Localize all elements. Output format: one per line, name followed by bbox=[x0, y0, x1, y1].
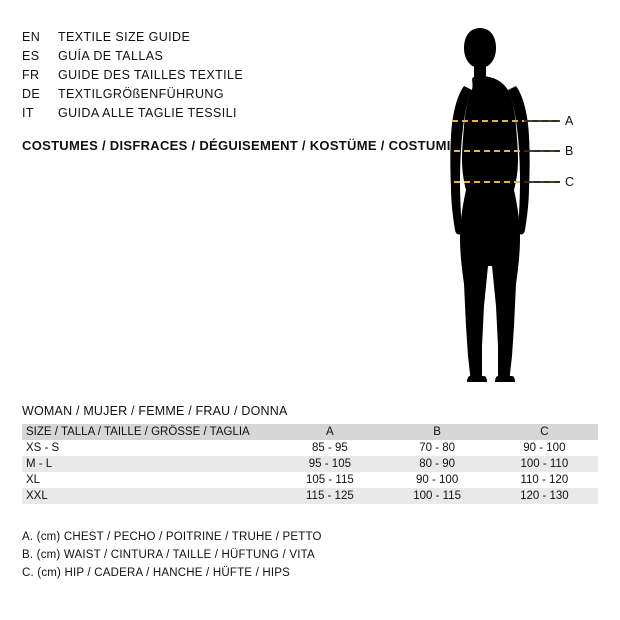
table-header-c: C bbox=[491, 424, 598, 440]
table-cell-a: 85 - 95 bbox=[276, 440, 383, 456]
language-text-de: TEXTILGRÖßENFÜHRUNG bbox=[58, 87, 224, 101]
language-text-es: GUÍA DE TALLAS bbox=[58, 49, 164, 63]
language-code-it: IT bbox=[22, 106, 34, 120]
table-cell-size: M - L bbox=[22, 456, 276, 472]
language-code-es: ES bbox=[22, 49, 40, 63]
table-cell-c: 90 - 100 bbox=[491, 440, 598, 456]
legend-row-c: C. (cm) HIP / CADERA / HANCHE / HÜFTE / HIPS bbox=[22, 567, 291, 579]
table-cell-c: 100 - 110 bbox=[491, 456, 598, 472]
legend-row-a: A. (cm) CHEST / PECHO / POITRINE / TRUHE / PETTO bbox=[22, 531, 322, 543]
measurement-legend bbox=[22, 528, 522, 582]
size-table bbox=[22, 424, 598, 504]
table-cell-b: 80 - 90 bbox=[384, 456, 491, 472]
language-text-it: GUIDA ALLE TAGLIE TESSILI bbox=[58, 106, 237, 120]
language-code-de: DE bbox=[22, 87, 41, 101]
table-row bbox=[22, 456, 598, 472]
table-cell-b: 90 - 100 bbox=[384, 472, 491, 488]
table-cell-size: XS - S bbox=[22, 440, 276, 456]
table-cell-c: 110 - 120 bbox=[491, 472, 598, 488]
table-row bbox=[22, 440, 598, 456]
language-code-en: EN bbox=[22, 30, 41, 44]
table-cell-size: XXL bbox=[22, 488, 276, 504]
table-header-size: SIZE / TALLA / TAILLE / GRÖSSE / TAGLIA bbox=[22, 424, 276, 440]
table-cell-a: 105 - 115 bbox=[276, 472, 383, 488]
language-row-de bbox=[22, 87, 442, 106]
language-row-fr bbox=[22, 68, 442, 87]
size-table-section bbox=[22, 404, 598, 504]
language-row-es bbox=[22, 49, 442, 68]
table-cell-c: 120 - 130 bbox=[491, 488, 598, 504]
body-silhouette-icon bbox=[420, 26, 600, 386]
language-code-fr: FR bbox=[22, 68, 40, 82]
language-text-en: TEXTILE SIZE GUIDE bbox=[58, 30, 191, 44]
costumes-subtitle: COSTUMES / DISFRACES / DÉGUISEMENT / KOSTÜME / COSTUMI bbox=[22, 138, 451, 153]
table-section-title: WOMAN / MUJER / FEMME / FRAU / DONNA bbox=[22, 404, 288, 418]
table-row bbox=[22, 472, 598, 488]
legend-row-b: B. (cm) WAIST / CINTURA / TAILLE / HÜFTUNG / VITA bbox=[22, 549, 315, 561]
measure-label-c: C bbox=[565, 175, 575, 189]
language-list bbox=[22, 30, 442, 125]
measure-label-a: A bbox=[565, 114, 574, 128]
language-row-en bbox=[22, 30, 442, 49]
female-body-figure bbox=[420, 26, 600, 386]
table-cell-b: 70 - 80 bbox=[384, 440, 491, 456]
language-row-it bbox=[22, 106, 442, 125]
table-header-row bbox=[22, 424, 598, 440]
table-header-b: B bbox=[384, 424, 491, 440]
measure-label-b: B bbox=[565, 144, 574, 158]
table-cell-b: 100 - 115 bbox=[384, 488, 491, 504]
table-row bbox=[22, 488, 598, 504]
table-cell-a: 95 - 105 bbox=[276, 456, 383, 472]
language-text-fr: GUIDE DES TAILLES TEXTILE bbox=[58, 68, 244, 82]
table-header-a: A bbox=[276, 424, 383, 440]
table-cell-a: 115 - 125 bbox=[276, 488, 383, 504]
table-cell-size: XL bbox=[22, 472, 276, 488]
